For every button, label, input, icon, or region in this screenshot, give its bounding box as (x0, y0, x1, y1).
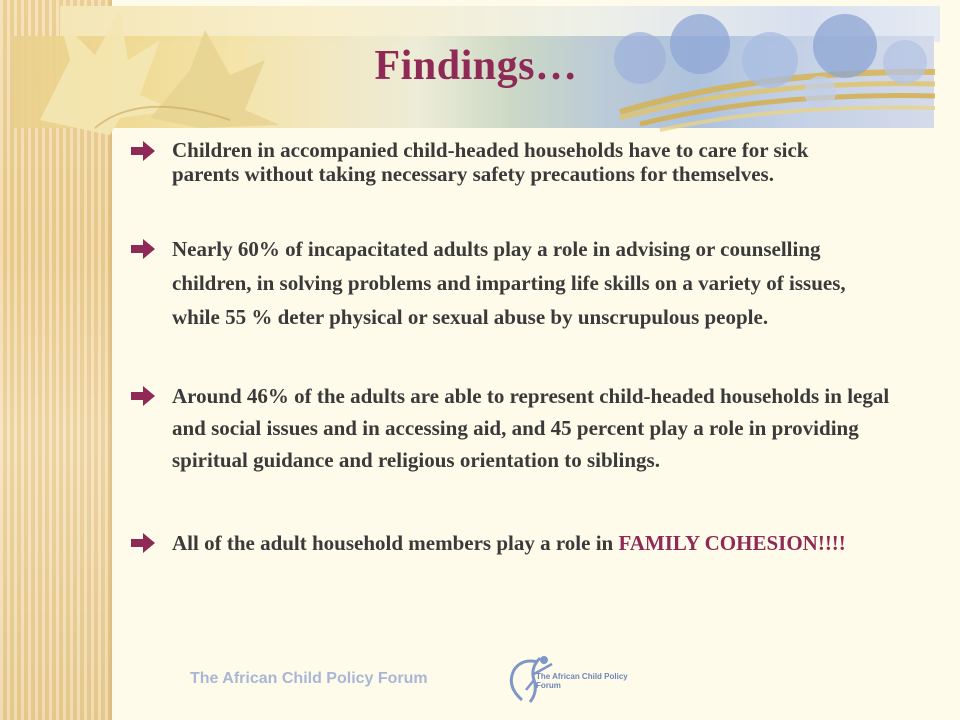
arrow-right-icon (130, 385, 156, 407)
arrow-right-icon (130, 238, 156, 260)
family-cohesion-emphasis: FAMILY COHESION!!!! (618, 531, 846, 555)
arrow-right-icon (130, 532, 156, 554)
bullet-text: Around 46% of the adults are able to represent child-headed households in legal and social issues and in accessing aid, and 45 percent play a role in providing spiritual guidance and religious orientation to siblings. (172, 384, 890, 472)
bullet-text: Nearly 60% of incapacitated adults play a role in advising or counselling children, in solving problems and imparting life skills on a variety of issues, while 55 % deter physical or sexual abuse by unscrupulous people. (172, 237, 846, 329)
slide-title: Findings… (374, 43, 578, 89)
logo-text: The African Child Policy Forum (536, 672, 628, 690)
bullet-text-main: All of the adult household members play a role in (172, 531, 619, 555)
footer-organization: The African Child Policy Forum (190, 670, 428, 687)
bullet-text: Children in accompanied child-headed households have to care for sick parents without taking necessary safety precautions for themselves. (172, 138, 809, 186)
bullet-text (172, 526, 892, 560)
arrow-right-icon (130, 140, 156, 162)
